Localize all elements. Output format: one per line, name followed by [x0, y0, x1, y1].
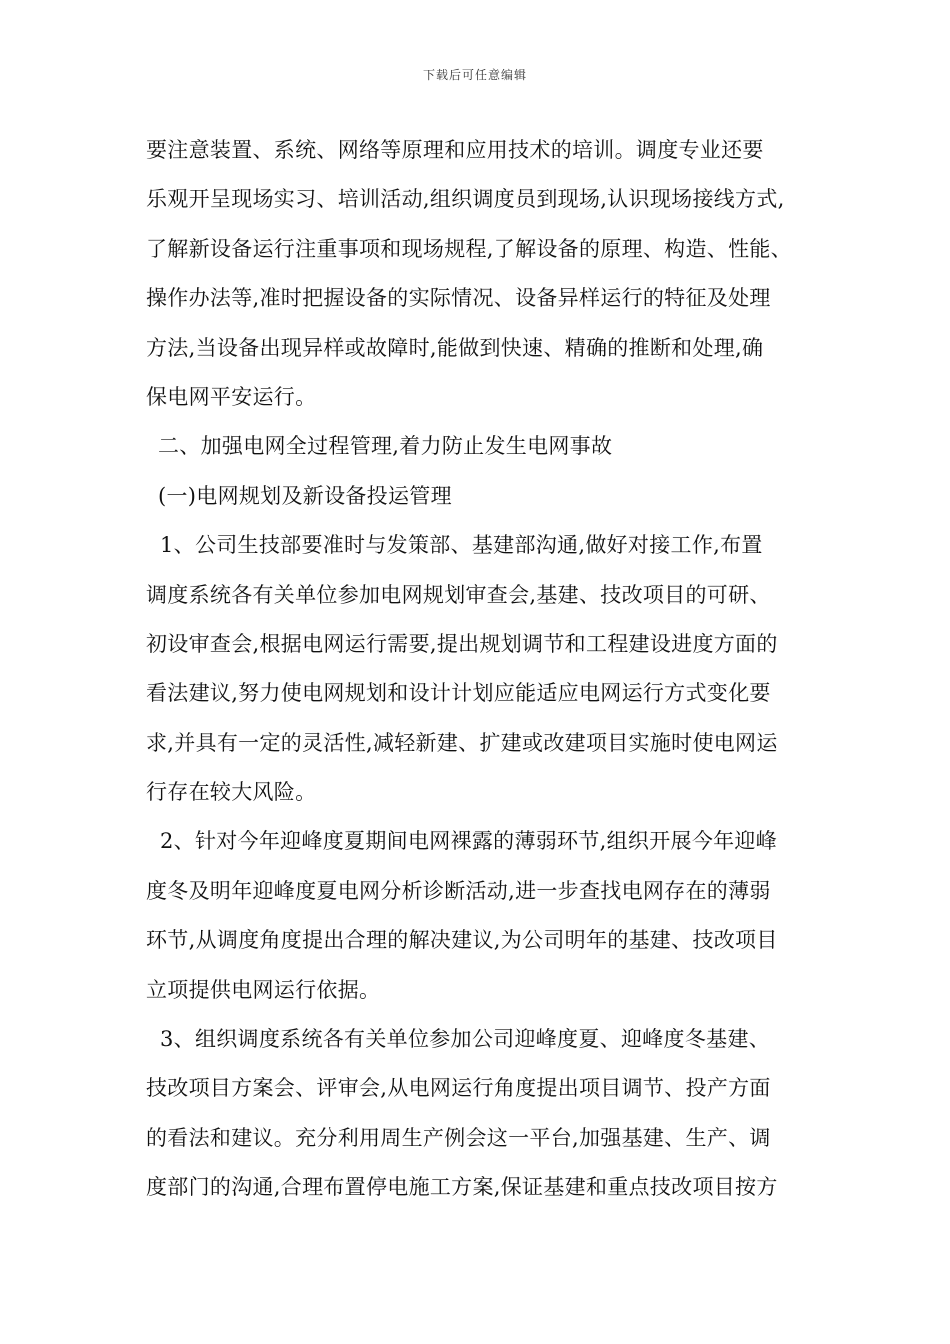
text-line: 操作办法等,准时把握设备的实际情况、设备异样运行的特征及处理 — [146, 286, 771, 311]
page-header: 下载后可任意编辑 — [422, 68, 527, 82]
text-line: 初设审查会,根据电网运行需要,提出规划调节和工程建设进度方面的 — [146, 631, 778, 656]
section-heading: 二、加强电网全过程管理,着力防止发生电网事故 — [158, 434, 613, 459]
text-line: 看法建议,努力使电网规划和设计计划应能适应电网运行方式变化要 — [146, 681, 771, 706]
text-line: 要注意装置、系统、网络等原理和应用技术的培训。调度专业还要 — [146, 138, 764, 162]
text-line: 2、针对今年迎峰度夏期间电网裸露的薄弱环节,组织开展今年迎峰 — [160, 829, 778, 854]
text-line: 行存在较大风险。 — [146, 780, 317, 805]
text-line: 了解新设备运行注重事项和现场规程,了解设备的原理、构造、性能、 — [146, 236, 792, 261]
text-line: 保电网平安运行。 — [146, 384, 317, 409]
text-line: 的看法和建议。充分利用周生产例会这一平台,加强基建、生产、调 — [146, 1125, 771, 1150]
text-line: 技改项目方案会、评审会,从电网运行角度提出项目调节、投产方面 — [146, 1076, 771, 1101]
text-line: 度部门的沟通,合理布置停电施工方案,保证基建和重点技改项目按方 — [146, 1175, 778, 1200]
text-line: 3、组织调度系统各有关单位参加公司迎峰度夏、迎峰度冬基建、 — [160, 1027, 771, 1052]
text-line: 1、公司生技部要准时与发策部、基建部沟通,做好对接工作,布置 — [160, 533, 763, 558]
text-line: 立项提供电网运行依据。 — [146, 977, 381, 1002]
subsection-heading: (一)电网规划及新设备投运管理 — [158, 483, 452, 508]
text-line: 方法,当设备出现异样或故障时,能做到快速、精确的推断和处理,确 — [146, 335, 764, 360]
text-line: 调度系统各有关单位参加电网规划审查会,基建、技改项目的可研、 — [146, 582, 771, 607]
text-line: 乐观开呈现场实习、培训活动,组织调度员到现场,认识现场接线方式, — [146, 187, 785, 212]
document-body — [146, 126, 826, 1213]
text-line: 环节,从调度角度提出合理的解决建议,为公司明年的基建、技改项目 — [146, 928, 778, 953]
text-line: 度冬及明年迎峰度夏电网分析诊断活动,进一步查找电网存在的薄弱 — [146, 878, 771, 903]
text-line: 求,并具有一定的灵活性,减轻新建、扩建或改建项目实施时使电网运 — [146, 730, 778, 755]
